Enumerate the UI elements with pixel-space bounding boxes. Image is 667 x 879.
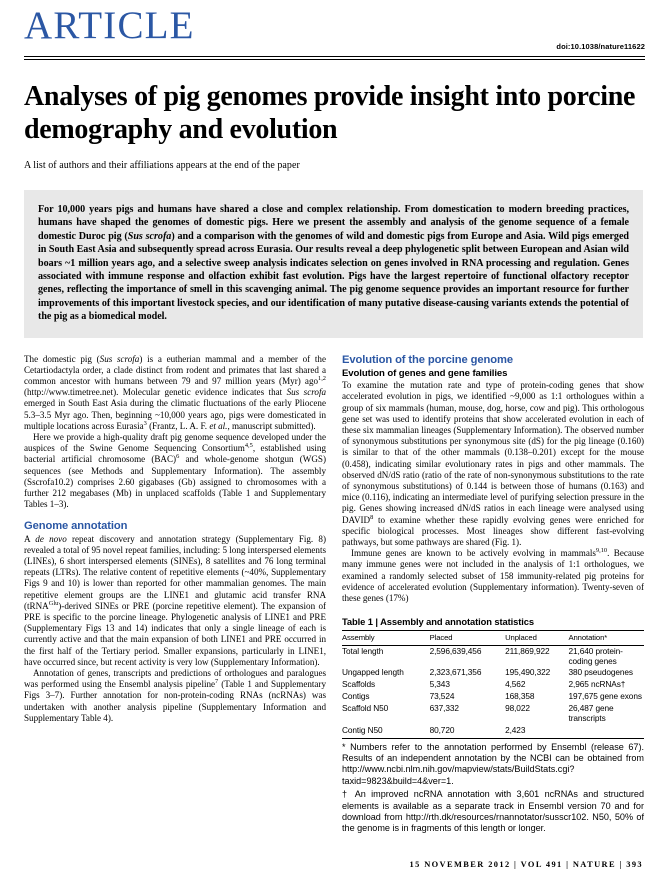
paragraph: Immune genes are known to be actively evolving in mammals$^{9,10}$. Because many immune genes were not included in the analysis of 1:1 orthologues, we examined a randomly selected subset of 158 immunity-related pig proteins for evidence of accelerated evolution (Supplementary information). Twenty-seven of these genes (17%) <box>342 547 644 604</box>
table-header-row <box>342 631 644 646</box>
footnote-asterisk: * Numbers refer to the annotation performed by Ensembl (release 67). Results of an independent annotation by the NCBI can be obtained from http://www.ncbi.nlm.nih.gov/mapview/stats/BuildStats.cgi?taxid=9823&build=4&ver=1. <box>342 742 644 786</box>
cell-label: Ungapped length <box>342 667 404 678</box>
table-row <box>342 645 644 667</box>
table-header <box>342 631 644 646</box>
cell-label: Total length <box>342 645 384 656</box>
masthead-rule <box>24 56 645 60</box>
cell-annotation <box>568 725 644 738</box>
paragraph: The domestic pig (Sus scrofa) is a eutherian mammal and a member of the Cetartiodactyla order, a clade distinct from rodent and primates that last shared a common ancestor with humans between 79 and 97 million years (Myr) ago$^{1,2}$ (http://www.timetree.net). Molecular genetic evidence indicates that Sus scrofa emerged in South East Asia during the climatic fluctuations of the early Pliocene 5.3–3.5 Myr ago. Then, beginning ~10,000 years ago, pigs were domesticated in multiple locations across Eurasia$^3$ (Frantz, L. A. F. et al., manuscript submitted). <box>24 353 327 431</box>
cell-placed: 637,332 <box>429 703 459 714</box>
cell-label: Scaffold N50 <box>342 703 389 714</box>
table-footnotes <box>342 742 644 834</box>
article-page <box>0 4 667 879</box>
paragraph: A de novo repeat discovery and annotation strategy (Supplementary Fig. 8) revealed a total of 95 novel repeat families, including: 5 long interspersed elements (LINEs), 6 short interspersed elements (SINEs), 8 satellites and 76 long terminal repeats (LTRs). The relative content of repetitive elements (~40%, Supplementary Figs 9 and 10) is lower than reported for other mammalian genomes. The main repetitive element groups are the LINE1 and glutamic acid transfer RNA (tRNA$^{Glu}$)-derived SINEs or PRE (porcine repetitive element). The expansion of PRE is specific to the porcine lineage. Phylogenetic analysis of LINE1 and PRE (Supplementary Figs 13 and 14) indicates that only a single lineage of each is currently active and that the main expansion of both LINE1 and PRE occurred in the first half of the Tertiary period. Smaller expansions, particularly in LINE1, have occurred since, but recent activity is very low (Supplementary Information). <box>24 533 326 667</box>
abstract-box <box>24 190 643 338</box>
table-body <box>342 645 644 738</box>
cell-placed: 5,343 <box>429 679 450 690</box>
column-header-placed: Placed <box>430 631 506 646</box>
cell-unplaced: 195,490,322 <box>505 667 551 678</box>
table-row <box>342 725 644 738</box>
cell-unplaced: 98,022 <box>505 703 530 714</box>
paragraph: Here we provide a high-quality draft pig genome sequence developed under the auspices of the Swine Genome Sequencing Consortium$^{4,5}$, established using bacterial artificial chromosome (BAC)$^6$ and whole-genome shotgun (WGS) sequences (see Methods and Supplementary Information). The assembly (Sscrofa10.2) comprises 2.60 gigabases (Gb) assigned to chromosomes with a further 212 megabases (Mb) in unplaced scaffolds (Table 1 and Supplementary Tables 1–3). <box>24 432 326 510</box>
doi-text: doi:10.1038/nature11622 <box>556 42 645 51</box>
cell-label: Contigs <box>342 691 370 702</box>
cell-annotation: 2,965 ncRNAs† <box>568 679 626 690</box>
page-footer: 15 NOVEMBER 2012 | VOL 491 | NATURE | 393 <box>409 860 643 869</box>
body-columns <box>24 354 643 835</box>
table-bottom-rule <box>342 738 644 739</box>
subsection-heading-genes: Evolution of genes and gene families <box>342 367 508 379</box>
table-row <box>342 691 644 703</box>
left-column <box>24 354 326 835</box>
abstract-text: For 10,000 years pigs and humans have shared a close and complex relationship. From domestication to modern breeding practices, humans have shaped the genomes of domestic pigs. Here we present the assembly and analysis of the genome sequence of a female domestic Duroc pig (Sus scrofa) and a comparison with the genomes of wild and domestic pigs from Europe and Asia. Wild pigs emerged in South East Asia and subsequently spread across Eurasia. Our results reveal a deep phylogenetic split between European and Asian wild boars ~1 million years ago, and a selective sweep analysis indicates selection on genes involved in RNA processing and regulation. Genes associated with immune response and olfaction exhibit fast evolution. Pigs have the largest repertoire of functional olfactory receptor genes, reflecting the importance of smell in this scavenging animal. The pig genome sequence provides an important resource for further improvements of this important livestock species, and our identification of many putative disease-causing variants extends the potential of the pig as a biomedical model. <box>38 204 629 323</box>
assembly-statistics-table <box>342 630 644 738</box>
cell-label: Contig N50 <box>342 724 383 735</box>
cell-annotation: 380 pseudogenes <box>568 667 633 678</box>
cell-annotation: 21,640 protein-coding genes <box>568 645 623 666</box>
article-label: ARTICLE <box>24 4 195 47</box>
cell-unplaced: 211,869,922 <box>505 645 550 656</box>
table-row <box>342 667 644 679</box>
cell-placed: 2,596,639,456 <box>429 645 482 656</box>
table-row <box>342 703 644 725</box>
right-column <box>342 354 644 835</box>
cell-placed: 73,524 <box>429 691 455 702</box>
cell-placed: 80,720 <box>429 724 455 735</box>
section-heading-genome-annotation: Genome annotation <box>24 519 128 532</box>
table-caption: Table 1 | Assembly and annotation statistics <box>342 616 535 628</box>
page-title: Analyses of pig genomes provide insight into porcine demography and evolution <box>24 81 636 145</box>
masthead <box>24 4 645 66</box>
cell-label: Scaffolds <box>342 679 376 690</box>
paragraph: Annotation of genes, transcripts and predictions of orthologues and paralogues was performed using the Ensembl analysis pipeline$^7$ (Table 1 and Supplementary Figs 3–7). Further annotation for non-protein-coding RNAs (ncRNAs) was undertaken with another analysis pipeline (Supplementary Information and Supplementary Table 4). <box>24 667 326 723</box>
table-row <box>342 679 644 691</box>
table-1 <box>342 616 644 834</box>
footnote-dagger: † An improved ncRNA annotation with 3,601 ncRNAs and structured elements is available as a separate track in Ensembl version 70 and for download from http://rth.dk/resources/rnannotator/susscr102. N50, 50% of the genome is in fragments of this length or longer. <box>342 789 644 833</box>
cell-unplaced: 4,562 <box>505 679 526 690</box>
section-heading-evolution: Evolution of the porcine genome <box>342 353 513 366</box>
column-header-assembly: Assembly <box>342 631 430 646</box>
title-block <box>24 80 643 172</box>
cell-annotation: 26,487 gene transcripts <box>568 703 614 723</box>
paragraph: To examine the mutation rate and type of protein-coding genes that show accelerated evolution in pigs, we identified ~9,000 as 1:1 orthologues within a group of six mammals (human, mouse, dog, horse, cow and pig). This orthologous gene set was used to identify proteins that show accelerated evolution in each of these six mammalian lineages (Supplementary Information). The observed number of synonymous substitutions per synonymous site (dS) for the pig lineage (0.160) is similar to that of the other mammals (0.138–0.201) except for the mouse (0.458), indicating similar evolutionary rates in pigs and other mammals. The observed dN/dS ratio (ratio of the rate of non-synonymous substitutions to the rate of synonymous substitutions) of 0.144 is between those of humans (0.163) and mice (0.116), indicating an intermediate level of purifying selection pressure in the pig. Genes showing increased dN/dS ratios in each lineage were analysed using DAVID$^8$ to examine whether these rapidly evolving genes were enriched for specific biological processes. Most lineages show different fast-evolving pathways, but some pathways are shared (Fig. 1). <box>342 380 644 547</box>
author-byline: A list of authors and their affiliations appears at the end of the paper <box>24 160 300 171</box>
cell-unplaced: 168,358 <box>505 691 535 702</box>
column-header-unplaced: Unplaced <box>505 631 568 646</box>
cell-annotation: 197,675 gene exons <box>568 691 642 702</box>
column-header-annotation: Annotation* <box>568 631 644 646</box>
cell-unplaced: 2,423 <box>505 724 526 735</box>
cell-placed: 2,323,671,356 <box>429 667 482 678</box>
